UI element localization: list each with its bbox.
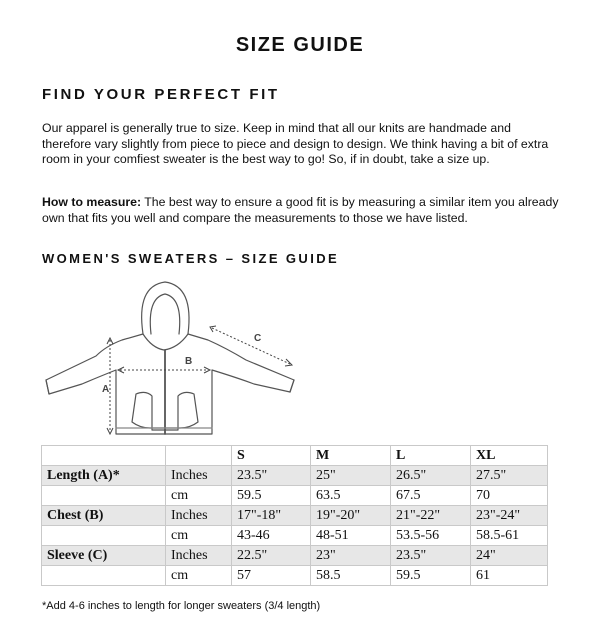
size-header-s: S — [232, 446, 311, 466]
row-label — [42, 486, 166, 506]
value-cell: 27.5" — [471, 466, 548, 486]
size-header-l: L — [391, 446, 471, 466]
measurement-c-arrows — [210, 326, 292, 366]
page-title: SIZE GUIDE — [235, 34, 365, 56]
value-cell: 59.5 — [232, 486, 311, 506]
value-cell: 57 — [232, 566, 311, 586]
value-cell: 63.5 — [311, 486, 391, 506]
fit-heading: FIND YOUR PERFECT FIT — [42, 86, 280, 103]
table-corner-cell — [42, 446, 166, 466]
hoodie-measurement-diagram — [40, 278, 310, 438]
unit-cell: Inches — [166, 466, 232, 486]
value-cell: 53.5-56 — [391, 526, 471, 546]
table-row — [42, 546, 548, 566]
size-table — [41, 445, 548, 586]
value-cell: 23"-24" — [471, 506, 548, 526]
value-cell: 21"-22" — [391, 506, 471, 526]
value-cell: 58.5 — [311, 566, 391, 586]
unit-header-cell — [166, 446, 232, 466]
row-label — [42, 566, 166, 586]
table-row — [42, 486, 548, 506]
measurement-c-line — [212, 328, 290, 364]
value-cell: 23.5" — [391, 546, 471, 566]
value-cell: 48-51 — [311, 526, 391, 546]
womens-sweaters-heading: WOMEN'S SWEATERS – SIZE GUIDE — [42, 251, 340, 266]
size-header-xl: XL — [471, 446, 548, 466]
table-row — [42, 526, 548, 546]
unit-cell: cm — [166, 526, 232, 546]
unit-cell: cm — [166, 486, 232, 506]
value-cell: 19"-20" — [311, 506, 391, 526]
table-row — [42, 466, 548, 486]
size-header-m: M — [311, 446, 391, 466]
row-label — [42, 526, 166, 546]
value-cell: 43-46 — [232, 526, 311, 546]
value-cell: 23" — [311, 546, 391, 566]
value-cell: 70 — [471, 486, 548, 506]
hoodie-outline — [46, 282, 294, 434]
value-cell: 25" — [311, 466, 391, 486]
value-cell: 17"-18" — [232, 506, 311, 526]
how-to-measure-label: How to measure: — [42, 195, 142, 209]
value-cell: 23.5" — [232, 466, 311, 486]
row-label: Chest (B) — [42, 506, 166, 526]
measurement-a-label: A — [102, 384, 110, 395]
row-label: Length (A)* — [42, 466, 166, 486]
value-cell: 58.5-61 — [471, 526, 548, 546]
how-to-measure-paragraph — [42, 195, 562, 226]
value-cell: 22.5" — [232, 546, 311, 566]
value-cell: 67.5 — [391, 486, 471, 506]
intro-paragraph: Our apparel is generally true to size. Keep in mind that all our knits are handmade and therefore vary slightly from piece to piece and design to design. We think having a bit of extra room in your comfiest sweater is the best way to go! So, if in doubt, take a size up. — [42, 121, 549, 166]
measurement-b-label: B — [185, 356, 193, 367]
value-cell: 61 — [471, 566, 548, 586]
unit-cell: Inches — [166, 506, 232, 526]
value-cell: 59.5 — [391, 566, 471, 586]
row-label: Sleeve (C) — [42, 546, 166, 566]
unit-cell: Inches — [166, 546, 232, 566]
measurement-c-label: C — [254, 333, 262, 344]
how-to-measure-text: The best way to ensure a good fit is by measuring a similar item you already own that fits you well and compare the measurements to those we have listed. — [42, 195, 559, 225]
table-row — [42, 506, 548, 526]
footnote: *Add 4-6 inches to length for longer sweaters (3/4 length) — [42, 600, 321, 612]
value-cell: 24" — [471, 546, 548, 566]
table-row — [42, 566, 548, 586]
unit-cell: cm — [166, 566, 232, 586]
value-cell: 26.5" — [391, 466, 471, 486]
size-header-row — [42, 446, 548, 466]
